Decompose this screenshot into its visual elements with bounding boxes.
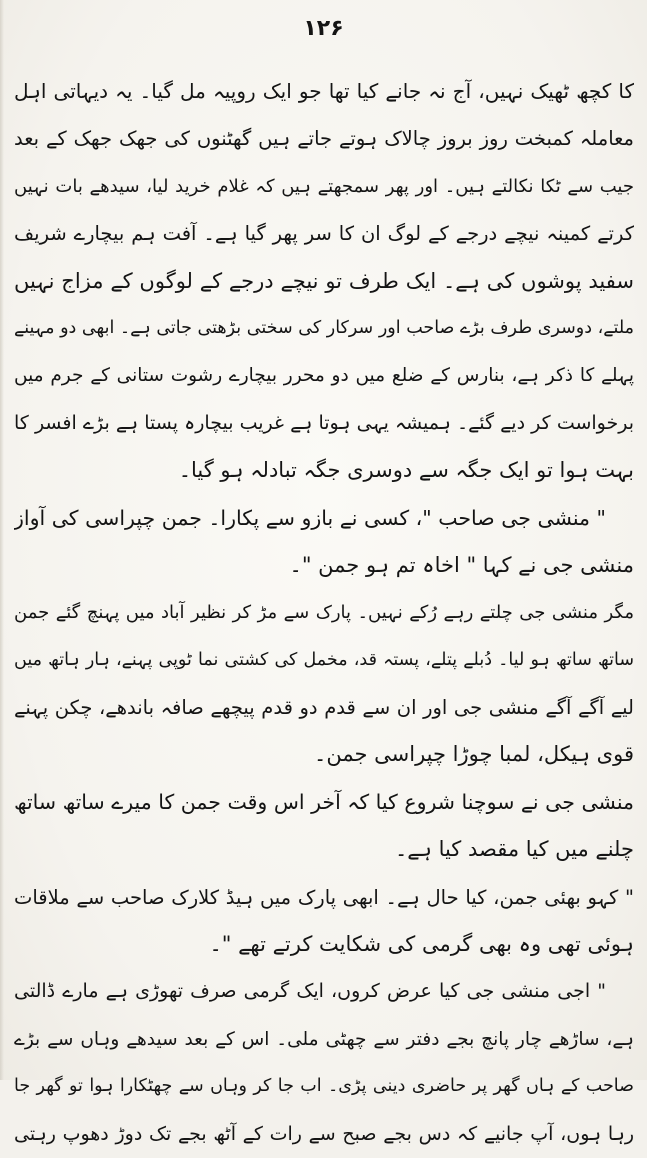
text-line: جیب سے ٹکا نکالتے ہیں۔ اور پھر سمجھتے ہیں کہ غلام خرید لیا، سیدھے بات نہیں [14,175,634,197]
text-line: " کہو بھئی جمن، کیا حال ہے۔ ابھی پارک میں ہیڈ کلارک صاحب سے ملاقات [14,885,634,909]
text-line: پہلے کا ذکر ہے، بنارس کے ضلع میں دو محرر بیچارے رشوت ستانی کے جرم میں [14,365,634,387]
text-line: کرتے کمینہ نیچے درجے کے لوگ ان کا سر پھر گیا ہے۔ آفت ہم بیچارے شریف [14,222,634,246]
text-line: " اجی منشی جی کیا عرض کروں، ایک گرمی صرف تھوڑی ہے مارے ڈالتی [14,980,606,1003]
page-number: ۱۲۶ [303,16,344,41]
text-line: چلنے میں کیا مقصد کیا ہے۔ [394,837,634,862]
text-line: برخواست کر دیے گئے۔ ہمیشہ یہی ہوتا ہے غریب بیچارہ پستا ہے بڑے افسر کا [14,411,634,434]
text-line: معاملہ کمبخت روز بروز چالاک ہوتے جاتے ہیں گھٹنوں کی جھک جھک کے بعد [14,127,634,151]
text-line: منشی جی نے کہا " اخاہ تم ہو جمن "۔ [289,552,634,577]
text-line: " منشی جی صاحب "، کسی نے بازو سے پکارا۔ جمن چپراسی کی آواز [14,505,606,530]
text-line: ہے، ساڑھے چار پانچ بجے دفتر سے چھٹی ملی۔ اس کے بعد سیدھے وہاں سے بڑے [14,1028,634,1050]
text-line: صاحب کے ہاں گھر پر حاضری دینی پڑی۔ اب جا کر وہاں سے چھٹکارا ہوا تو گھر جا [14,1076,634,1097]
text-line: ساتھ ساتھ ہو لیا۔ دُبلے پتلے، پستہ قد، مخمل کی کشتی نما ٹوپی پہنے، ہار ہاتھ میں [14,649,634,670]
text-line: لیے آگے آگے منشی جی اور ان سے قدم دو قدم پیچھے صافہ باندھے، چکن پہنے [14,696,634,720]
text-line: بہت ہوا تو ایک جگہ سے دوسری جگہ تبادلہ ہو گیا۔ [178,458,634,483]
text-line: کا کچھ ٹھیک نہیں، آج نہ جانے کیا تھا جو ایک روپیہ مل گیا۔ یہ دیہاتی اہل [14,79,634,103]
text-line: ملتے، دوسری طرف بڑے صاحب اور سرکار کی سختی بڑھتی جاتی ہے۔ ابھی دو مہینے [14,317,634,338]
body-text [14,68,634,1158]
text-line: مگر منشی جی چلتے رہے رُکے نہیں۔ پارک سے مڑ کر نظیر آباد میں پہنچ گئے جمن [14,602,634,624]
text-line: منشی جی نے سوچنا شروع کیا کہ آخر اس وقت جمن کا میرے ساتھ ساتھ [14,789,634,814]
text-line: رہا ہوں، آپ جانیے کہ دس بجے صبح سے رات کے آٹھ بجے تک دوڑ دھوپ رہتی [14,1122,634,1145]
text-line: ہوئی تھی وہ بھی گرمی کی شکایت کرتے تھے "۔ [209,932,634,957]
page-edge-shadow [0,0,4,1080]
text-line: قوی ہیکل، لمبا چوڑا چپراسی جمن۔ [314,742,634,767]
text-line: سفید پوشوں کی ہے۔ ایک طرف تو نیچے درجے کے لوگوں کے مزاج نہیں [14,268,634,293]
